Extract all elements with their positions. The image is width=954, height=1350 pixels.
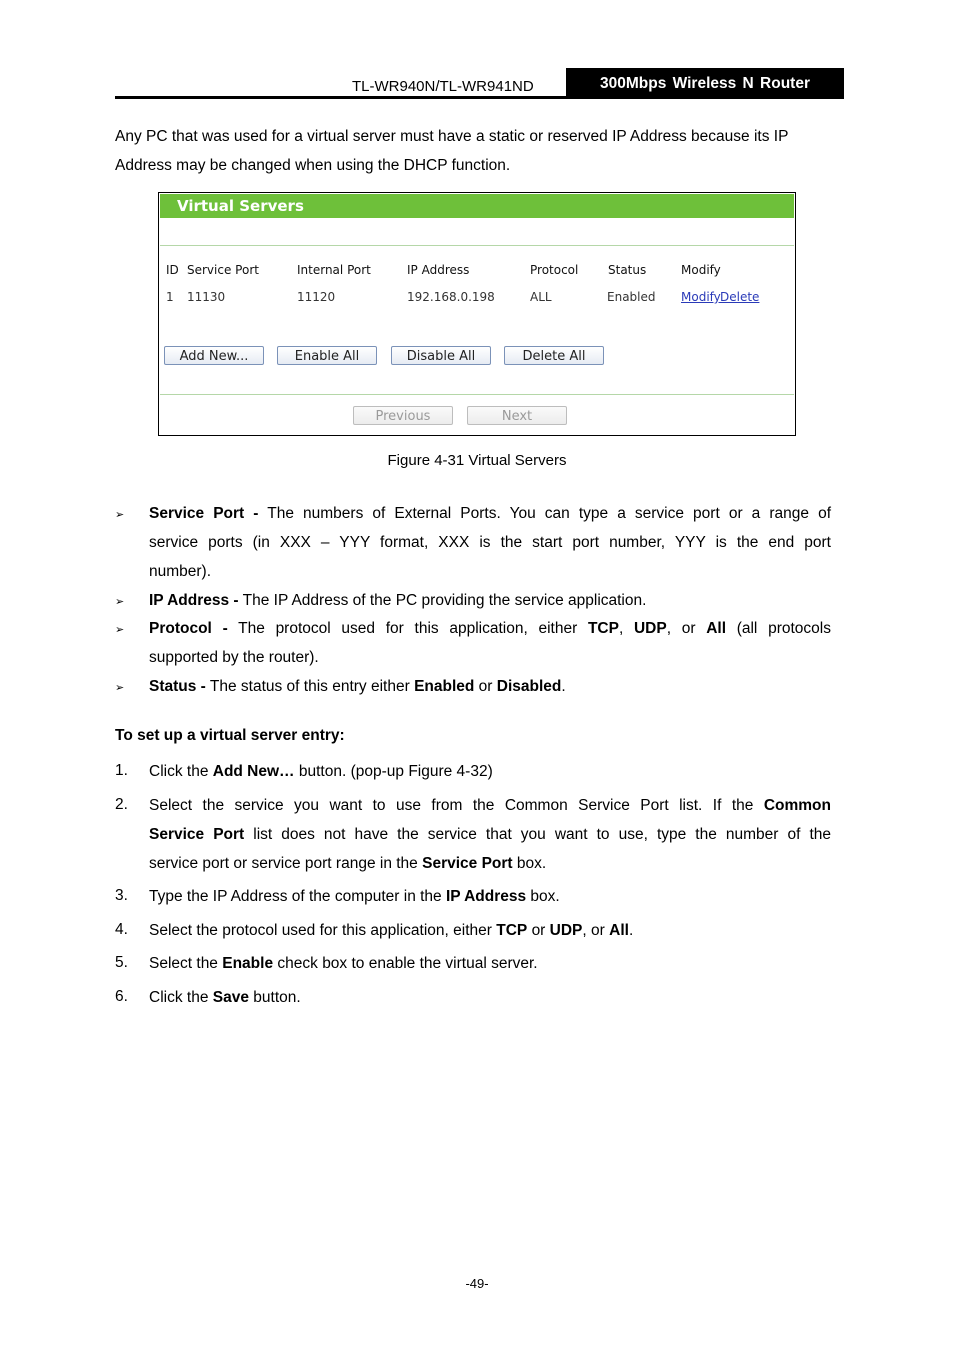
modify-link[interactable]: Modify [681,290,721,304]
text: Select the protocol used for this application, either [149,922,492,939]
bullet-arrow-icon: ➢ [115,624,125,636]
col-id: ID [166,263,179,277]
bullet-protocol [149,614,831,672]
enable-all-button[interactable]: Enable All [277,346,377,365]
step-number: 3. [115,887,128,904]
period: . [628,922,634,939]
intro-paragraph: Any PC that was used for a virtual server must have a static or reserved IP Address because its IP Address may be changed when using the DHCP function. [115,128,789,174]
text: (all protocols [736,620,831,637]
panel-separator [160,394,794,395]
delete-all-button[interactable]: Delete All [504,346,604,365]
cell-service-port: 11130 [187,290,226,304]
ui-term: Service Port [149,826,245,843]
text: service ports (in XXX – YYY format, XXX is the start port number, YYY is the end port [149,534,831,551]
text: supported by the router). [149,649,319,666]
step-number: 1. [115,762,128,779]
virtual-servers-screenshot [158,192,796,436]
step-6 [149,983,831,1012]
header-model: TL-WR940N/TL-WR941ND [352,78,534,95]
previous-button[interactable]: Previous [353,406,453,425]
bullet-status [149,672,831,701]
col-service-port: Service Port [187,263,259,277]
term: Service Port - [149,505,259,522]
text: The protocol used for this application, either [238,620,578,637]
ui-term: TCP [496,922,528,939]
text: button. (pop-up Figure 4-32) [298,763,493,780]
term: Status - [149,678,206,695]
next-button[interactable]: Next [467,406,567,425]
bullet-arrow-icon: ➢ [115,682,125,694]
text: , or [582,922,605,939]
text: Select the service you want to use from the Common Service Port list. If the [149,797,754,814]
disabled: Disabled [496,678,562,695]
ui-term: Save [212,989,249,1006]
all: All [706,620,726,637]
text: The numbers of External Ports. You can type a service port or a range of [267,505,832,522]
ui-term: Service Port [422,855,513,872]
cell-internal-port: 11120 [297,290,336,304]
or: or [478,678,493,695]
text: box. [530,888,560,905]
panel-title: Virtual Servers [160,194,794,218]
bullet-ip-address [149,586,831,615]
udp: UDP [633,620,667,637]
ui-term: IP Address [445,888,527,905]
text: box. [516,855,547,872]
tcp: TCP [587,620,619,637]
period: . [561,678,566,695]
header-rule [115,96,844,99]
text: check box to enable the virtual server. [277,955,538,972]
cell-id: 1 [166,290,174,304]
term: IP Address - [149,592,239,609]
figure-caption: Figure 4-31 Virtual Servers [387,452,567,469]
text: or [531,922,546,939]
setup-heading: To set up a virtual server entry: [115,727,345,744]
text: Click the [149,763,209,780]
text: number). [149,563,212,580]
ui-term: All [609,922,629,939]
text: list does not have the service that you want to use, type the number of the [253,826,831,843]
col-internal-port: Internal Port [297,263,371,277]
or: , or [666,620,696,637]
step-1 [149,757,831,786]
cell-protocol: ALL [530,290,552,304]
term: Protocol - [149,620,228,637]
disable-all-button[interactable]: Disable All [391,346,491,365]
step-number: 6. [115,988,128,1005]
ui-term: Common [763,797,831,814]
text: The IP Address of the PC providing the service application. [242,592,647,609]
page-number: -49- [465,1276,489,1291]
cell-status: Enabled [607,290,656,304]
bullet-arrow-icon: ➢ [115,596,125,608]
col-protocol: Protocol [530,263,579,277]
text: button. [253,989,301,1006]
text: Click the [149,989,209,1006]
comma: , [618,620,624,637]
col-modify: Modify [681,263,721,277]
bullet-arrow-icon: ➢ [115,509,125,521]
step-number: 2. [115,796,128,813]
bullet-service-port [149,499,831,586]
delete-link[interactable]: Delete [720,290,760,304]
panel-band [160,219,794,246]
cell-ip: 192.168.0.198 [407,290,495,304]
step-number: 4. [115,921,128,938]
ui-term: Enable [222,955,274,972]
step-4 [149,916,831,945]
col-ip-address: IP Address [407,263,470,277]
add-new-button[interactable]: Add New... [164,346,264,365]
text: service port or service port range in the [149,855,418,872]
ui-term: Add New… [212,763,295,780]
text: Select the [149,955,218,972]
enabled: Enabled [414,678,475,695]
step-number: 5. [115,954,128,971]
text: Type the IP Address of the computer in the [149,888,442,905]
header-product-tag: 300Mbps Wireless N Router [566,68,844,99]
step-3 [149,882,831,911]
step-2 [149,791,831,878]
col-status: Status [608,263,647,277]
ui-term: UDP [549,922,583,939]
step-5 [149,949,831,978]
text: The status of this entry either [209,678,410,695]
